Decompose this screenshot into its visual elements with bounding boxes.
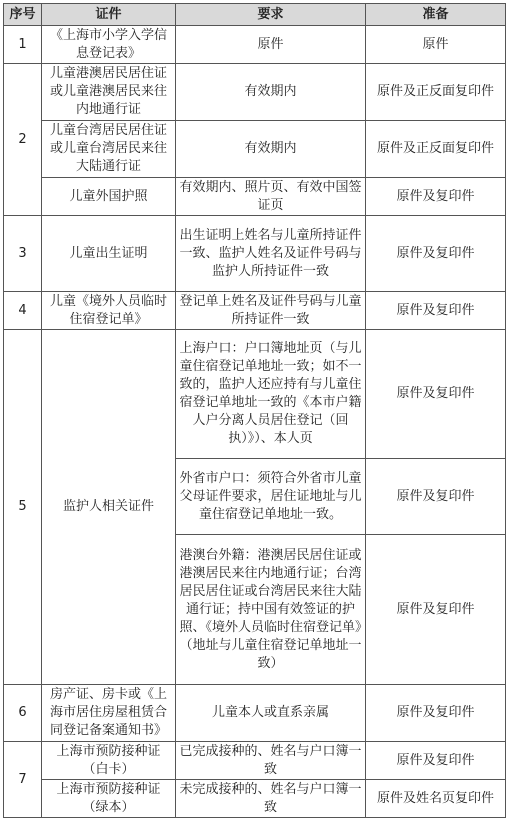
preparation-cell: 原件及复印件 (366, 685, 506, 742)
requirement-cell: 有效期内 (176, 121, 366, 178)
row-number: 6 (4, 685, 42, 742)
document-cell: 儿童出生证明 (42, 216, 176, 292)
document-cell: 房产证、房卡或《上海市居住房屋租赁合同登记备案通知书》 (42, 685, 176, 742)
header-document: 证件 (42, 4, 176, 26)
preparation-cell: 原件及复印件 (366, 742, 506, 780)
table-row (4, 121, 506, 178)
requirement-cell: 原件 (176, 26, 366, 64)
header-number: 序号 (4, 4, 42, 26)
preparation-cell: 原件及复印件 (366, 292, 506, 330)
document-cell: 儿童台湾居民居住证或儿童台湾居民来往大陆通行证 (42, 121, 176, 178)
preparation-cell: 原件及正反面复印件 (366, 121, 506, 178)
preparation-cell: 原件及正反面复印件 (366, 64, 506, 121)
header-preparation: 准备 (366, 4, 506, 26)
row-number: 2 (4, 64, 42, 216)
document-cell: 儿童港澳居民居住证或儿童港澳居民来往内地通行证 (42, 64, 176, 121)
requirement-cell: 有效期内 (176, 64, 366, 121)
row-number: 1 (4, 26, 42, 64)
requirement-cell: 出生证明上姓名与儿童所持证件一致、监护人姓名及证件号码与监护人所持证件一致 (176, 216, 366, 292)
document-cell: 上海市预防接种证（绿本） (42, 780, 176, 818)
table-row (4, 685, 506, 742)
table-row (4, 216, 506, 292)
requirement-cell: 上海户口：户口簿地址页（与儿童住宿登记单地址一致；如不一致的，监护人还应持有与儿童住宿登记单地址一致的《本市户籍人户分离人员居住登记（回执）》）、本人页 (176, 330, 366, 459)
table-row (4, 292, 506, 330)
preparation-cell: 原件 (366, 26, 506, 64)
preparation-cell: 原件及复印件 (366, 178, 506, 216)
requirements-table (3, 3, 506, 818)
table-row (4, 26, 506, 64)
document-cell: 上海市预防接种证（白卡） (42, 742, 176, 780)
document-cell: 监护人相关证件 (42, 330, 176, 685)
preparation-cell: 原件及姓名页复印件 (366, 780, 506, 818)
preparation-cell: 原件及复印件 (366, 459, 506, 535)
row-number: 7 (4, 742, 42, 818)
table-row (4, 178, 506, 216)
preparation-cell: 原件及复印件 (366, 535, 506, 685)
requirement-cell: 港澳台外籍：港澳居民居住证或港澳居民来往内地通行证；台湾居民居住证或台湾居民来往大陆通行证；持中国有效签证的护照、《境外人员临时住宿登记单》（地址与儿童住宿登记单地址一致） (176, 535, 366, 685)
preparation-cell: 原件及复印件 (366, 330, 506, 459)
row-number: 3 (4, 216, 42, 292)
requirement-cell: 儿童本人或直系亲属 (176, 685, 366, 742)
requirement-cell: 外省市户口：须符合外省市儿童父母证件要求，居住证地址与儿童住宿登记单地址一致。 (176, 459, 366, 535)
table-row (4, 64, 506, 121)
document-cell: 《上海市小学入学信息登记表》 (42, 26, 176, 64)
row-number: 4 (4, 292, 42, 330)
preparation-cell: 原件及复印件 (366, 216, 506, 292)
document-cell: 儿童《境外人员临时住宿登记单》 (42, 292, 176, 330)
document-cell: 儿童外国护照 (42, 178, 176, 216)
requirement-cell: 未完成接种的、姓名与户口簿一致 (176, 780, 366, 818)
table-row (4, 330, 506, 459)
requirement-cell: 登记单上姓名及证件号码与儿童所持证件一致 (176, 292, 366, 330)
table-header-row (4, 4, 506, 26)
header-requirement: 要求 (176, 4, 366, 26)
table-row (4, 742, 506, 780)
row-number: 5 (4, 330, 42, 685)
table-row (4, 780, 506, 818)
requirement-cell: 有效期内、照片页、有效中国签证页 (176, 178, 366, 216)
requirement-cell: 已完成接种的、姓名与户口簿一致 (176, 742, 366, 780)
